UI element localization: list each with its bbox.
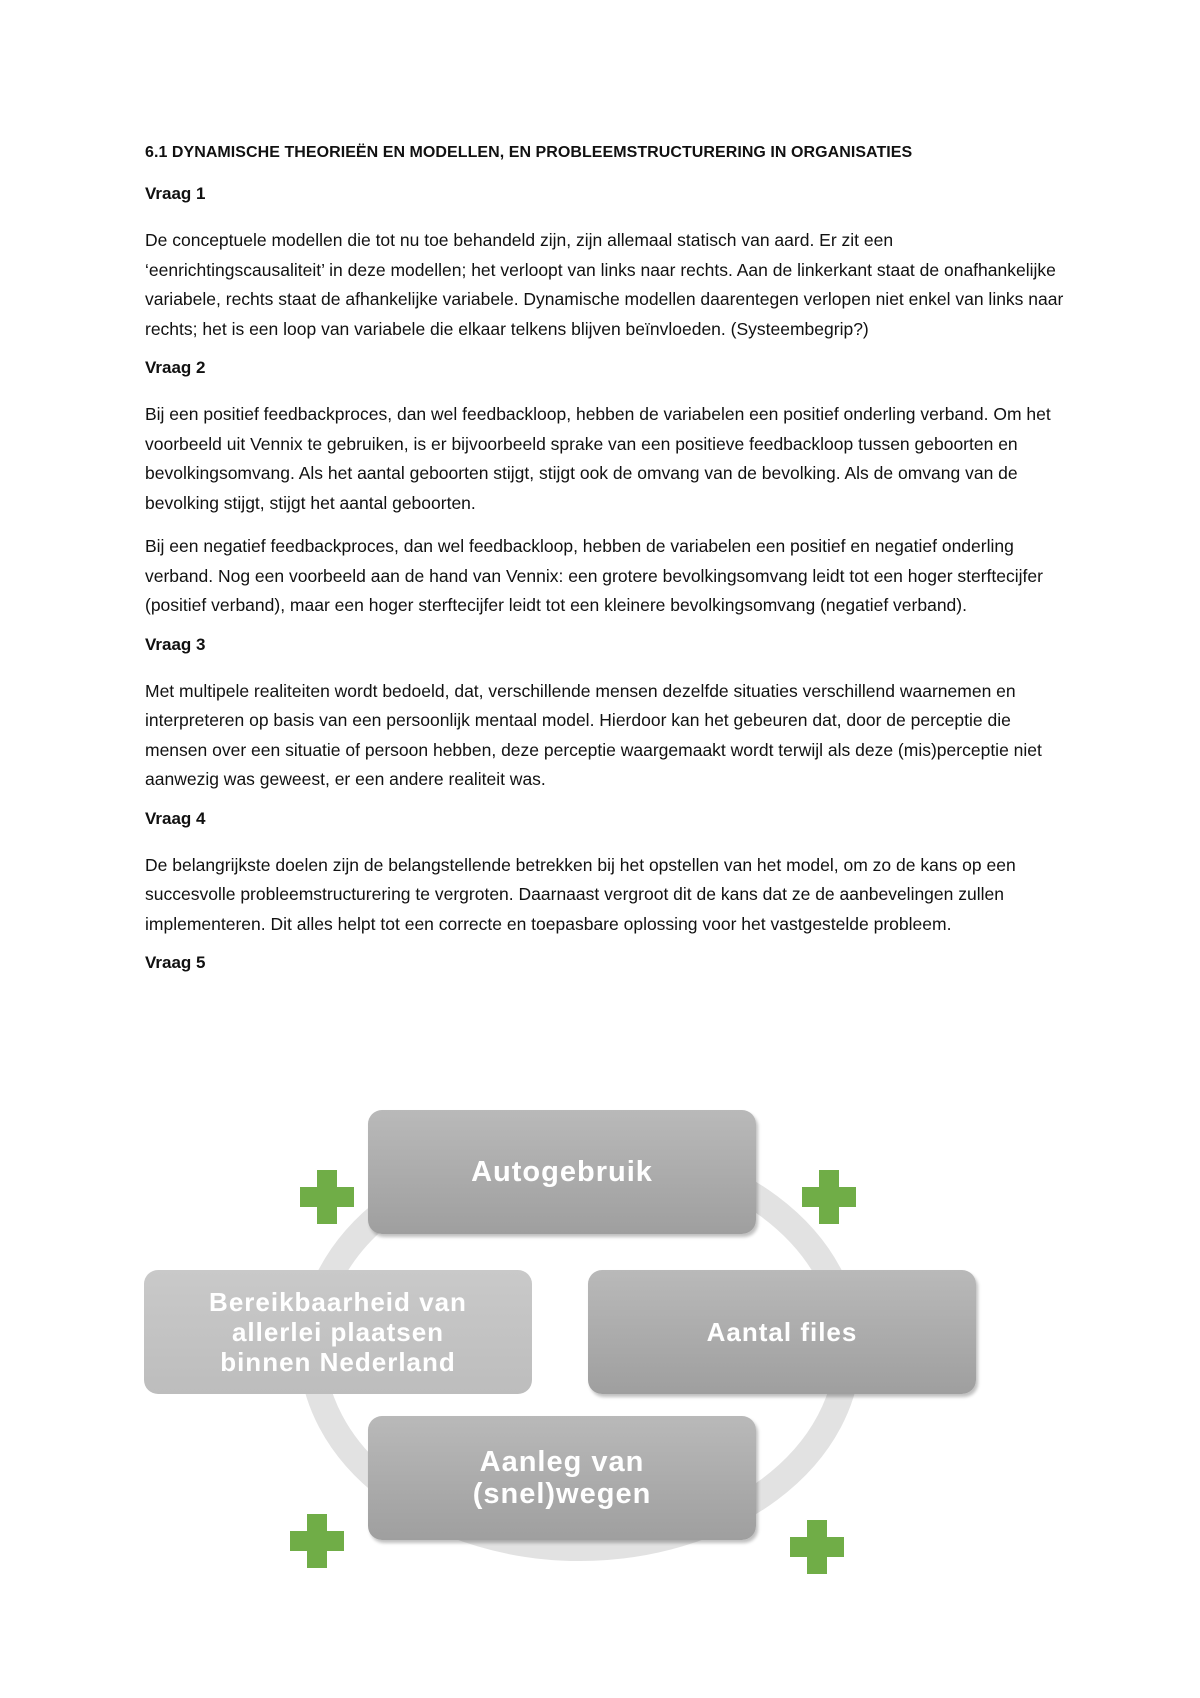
- node-autogebruik: [368, 1110, 756, 1234]
- node-aanleg-snelwegen: [368, 1416, 756, 1540]
- plus-icon: [790, 1520, 844, 1574]
- feedback-loop-diagram: [130, 1110, 1010, 1590]
- node-bereikbaarheid: [144, 1270, 532, 1394]
- node-aantal-files-label: Aantal files: [706, 1316, 858, 1347]
- plus-icon: [802, 1170, 856, 1224]
- node-aanleg-snelwegen-label: Aanleg van (snel)wegen: [472, 1446, 652, 1510]
- answer-paragraph-4: De belangrijkste doelen zijn de belangstellende betrekken bij het opstellen van het model, om zo de kans op een succesvolle probleemstructurering te vergroten. Daarnaast vergroot dit de kans dat ze de aanbevelingen zullen implementeren. Dit alles helpt tot een correcte en toepasbare oplossing voor het vastgestelde probleem.: [145, 854, 1016, 934]
- plus-icon: [290, 1514, 344, 1568]
- node-bereikbaarheid-label: Bereikbaarheid van allerlei plaatsen binnen Nederland: [209, 1287, 467, 1377]
- answer-paragraph-2b: Bij een negatief feedbackproces, dan wel feedbackloop, hebben de variabelen een positief en negatief onderling verband. Nog een voorbeeld aan de hand van Vennix: een grotere bevolkingsomvang leidt tot een hoger sterftecijfer (positief verband), maar een hoger sterftecijfer leidt tot een kleinere bevolkingsomvang (negatief verband).: [145, 536, 1043, 615]
- plus-icon: [300, 1170, 354, 1224]
- question-label-4: Vraag 4: [145, 808, 206, 828]
- node-aantal-files: [588, 1270, 976, 1394]
- question-label-3: Vraag 3: [145, 634, 206, 654]
- question-label-2: Vraag 2: [145, 358, 206, 377]
- answer-paragraph-2a: Bij een positief feedbackproces, dan wel feedbackloop, hebben de variabelen een positief onderling verband. Om het voorbeeld uit Vennix te gebruiken, is er bijvoorbeeld sprake van een positieve feedbackloop tussen geboorten en bevolkingsomvang. Als het aantal geboorten stijgt, stijgt ook de omvang van de bevolking. Als de omvang van de bevolking stijgt, stijgt het aantal geboorten.: [145, 404, 1051, 513]
- answer-paragraph-3: Met multipele realiteiten wordt bedoeld, dat, verschillende mensen dezelfde situaties verschillend waarnemen en interpreteren op basis van een persoonlijk mentaal model. Hierdoor kan het gebeuren dat, door de perceptie die mensen over een situatie of persoon hebben, deze perceptie waargemaakt wordt terwijl als deze (mis)perceptie niet aanwezig was geweest, er een andere realiteit was.: [145, 680, 1042, 789]
- question-label-1: Vraag 1: [145, 184, 206, 203]
- section-heading: 6.1 DYNAMISCHE THEORIEËN EN MODELLEN, EN PROBLEEMSTRUCTURERING IN ORGANISATIES: [145, 144, 913, 161]
- node-autogebruik-label: Autogebruik: [471, 1155, 653, 1188]
- document-body: [145, 144, 1065, 995]
- question-label-5: Vraag 5: [145, 953, 206, 972]
- answer-paragraph-1: De conceptuele modellen die tot nu toe behandeld zijn, zijn allemaal statisch van aard. Er zit een ‘eenrichtingscausaliteit’ in deze modellen; het verloopt van links naar rechts. Aan de linkerkant staat de onafhankelijke variabele, rechts staat de afhankelijke variabele. Dynamische modellen daarentegen verlopen niet enkel van links naar rechts; het is een loop van variabele die elkaar telkens blijven beïnvloeden. (Systeembegrip?): [145, 230, 1064, 339]
